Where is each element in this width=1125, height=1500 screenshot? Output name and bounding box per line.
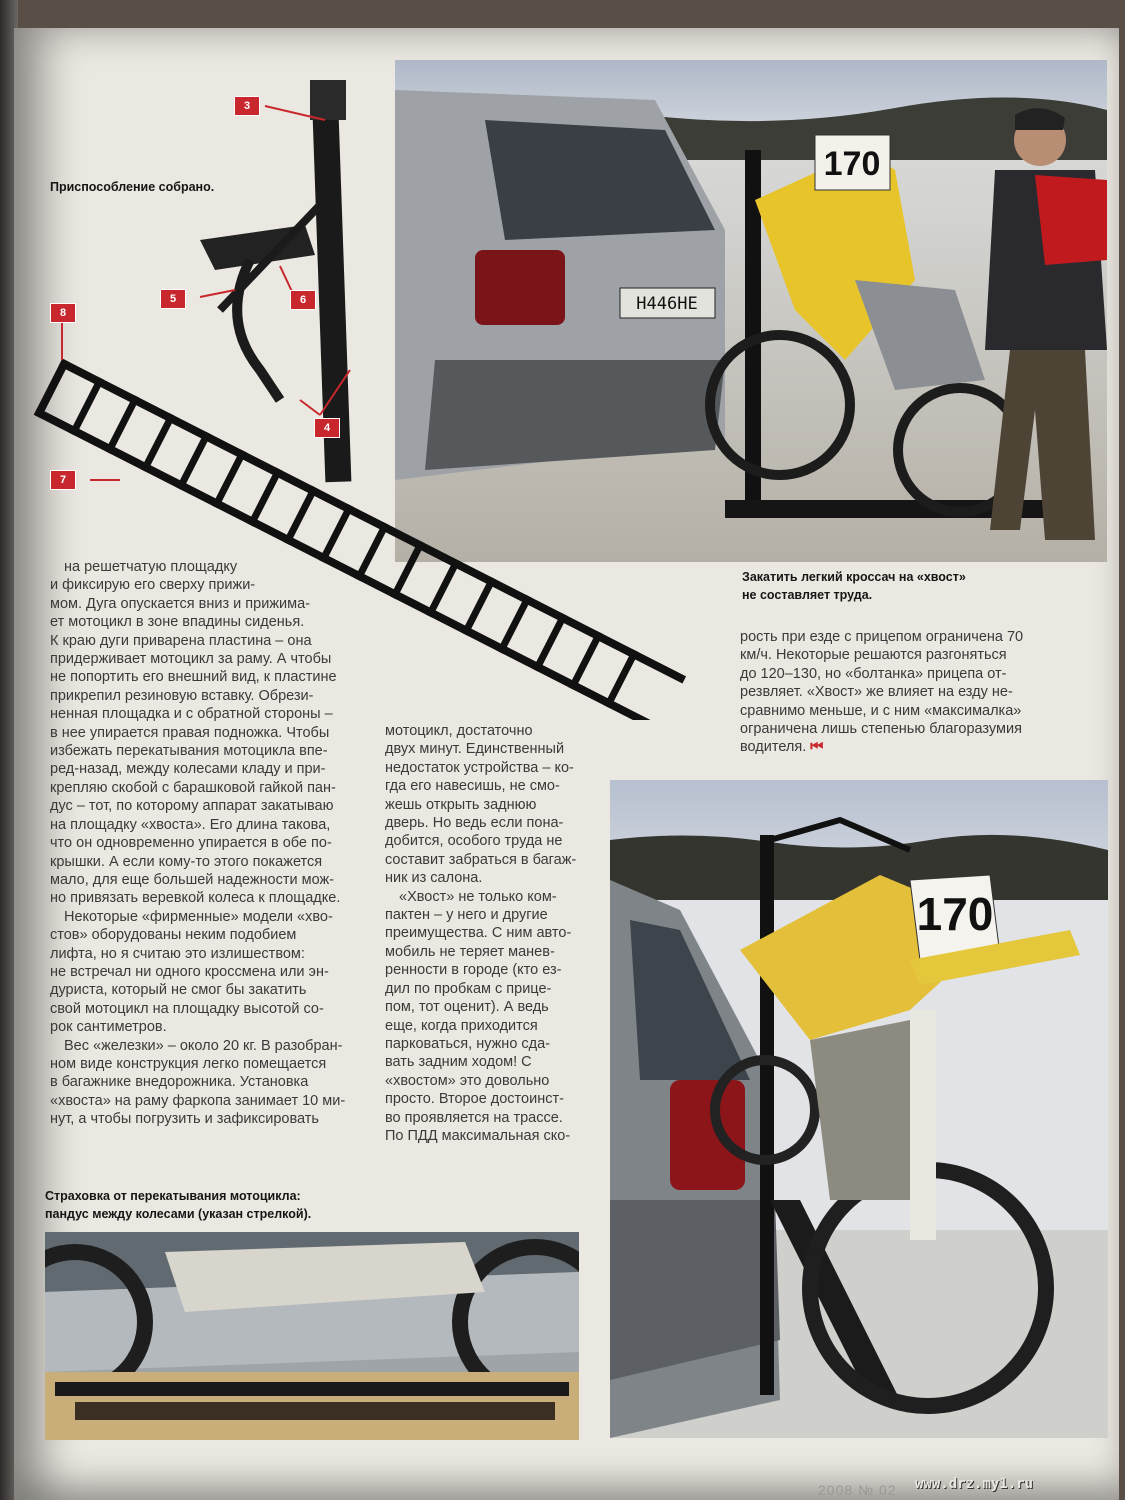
- text-line: нут, а чтобы погрузить и зафиксировать: [50, 1111, 319, 1128]
- text-line: мобиль не теряет манев-: [385, 943, 555, 960]
- text-line: лифта, но я считаю это излишеством:: [50, 945, 305, 962]
- text-line: но привязать веревкой колеса к площадке.: [50, 890, 341, 907]
- text-line: свой мотоцикл на площадку высотой со-: [50, 1000, 324, 1017]
- text-line: ограничена лишь степенью благоразумия: [740, 721, 1022, 738]
- text-line: парковаться, нужно сда-: [385, 1035, 551, 1052]
- marker-6: 6: [290, 290, 316, 310]
- text-line: пактен – у него и другие: [385, 907, 548, 924]
- text-line: придерживает мотоцикл за раму. А чтобы: [50, 651, 332, 668]
- text-line: добится, особого труда не: [385, 833, 563, 850]
- text-line: прикрепил резиновую вставку. Обрези-: [50, 687, 314, 704]
- text-line: избежать перекатывания мотоцикла впе-: [50, 743, 328, 760]
- text-line: дверь. Но ведь если пона-: [385, 815, 564, 832]
- text-line: вать задним ходом! С: [385, 1054, 532, 1071]
- text-line: «Хвост» не только ком-: [399, 888, 557, 905]
- marker-3: 3: [234, 96, 260, 116]
- text-line: дус – тот, по которому аппарат закатываю: [50, 798, 334, 815]
- text-line: мотоцикл, достаточно: [385, 723, 533, 739]
- text-line: Вес «железки» – около 20 кг. В разобран-: [64, 1037, 343, 1054]
- text-line: не встречал ни одного кроссмена или эн-: [50, 963, 329, 980]
- text-line: на площадку «хвоста». Его длина такова,: [50, 816, 331, 833]
- text-line: до 120–130, но «болтанка» прицепа от-: [740, 665, 1007, 682]
- text-line: мало, для еще большей надежности мож-: [50, 871, 335, 888]
- text-line: ред-назад, между колесами кладу и при-: [50, 761, 326, 778]
- text-line: рость при езде с прицепом ограничена 70: [740, 629, 1024, 645]
- text-line: К краю дуги приварена пластина – она: [50, 632, 312, 649]
- text-line: ник из салона.: [385, 870, 483, 887]
- text-line: «хвоста» на раму фаркопа занимает 10 ми-: [50, 1092, 346, 1109]
- marker-8: 8: [50, 303, 76, 323]
- text-line: мом. Дуга опускается вниз и прижима-: [50, 595, 310, 612]
- caption-roll-on: [742, 568, 966, 604]
- text-column-3: [740, 628, 1088, 757]
- text-line: во проявляется на трассе.: [385, 1109, 563, 1126]
- number-plate-text: 170: [823, 145, 881, 183]
- text-column-2: [385, 722, 595, 1145]
- text-line: водителя. ⏮: [740, 739, 824, 756]
- text-line: Некоторые «фирменные» модели «хво-: [64, 908, 333, 925]
- text-line: дил по пробкам с прице-: [385, 980, 552, 997]
- text-line: рок сантиметров.: [50, 1019, 167, 1036]
- text-line: ном виде конструкция легко помещается: [50, 1055, 327, 1072]
- text-line: на решетчатую площадку: [64, 559, 238, 575]
- text-line: резвляет. «Хвост» же влияет на езду не-: [740, 684, 1013, 701]
- text-line: что он одновременно упирается в обе по-: [50, 835, 332, 852]
- footer-issue-number: 2008 № 02: [818, 1482, 897, 1498]
- text-line: стов» оборудованы неким подобием: [50, 927, 297, 944]
- caption-roll-title: Закатить легкий кроссач на «хвост»: [742, 570, 966, 584]
- text-line: еще, когда приходится: [385, 1017, 538, 1034]
- watermark-url: www.drz.my1.ru: [915, 1476, 1034, 1492]
- text-line: крышки. А если кому-то этого покажется: [50, 853, 323, 870]
- text-line: ненная площадка и с обратной стороны –: [50, 706, 333, 723]
- text-line: составит забраться в багаж-: [385, 851, 577, 868]
- text-line: преимущества. С ним авто-: [385, 925, 572, 942]
- text-line: не попортить его внешний вид, к пластине: [50, 669, 337, 686]
- text-column-1: [50, 558, 358, 1129]
- marker-4: 4: [314, 418, 340, 438]
- photo-bike-on-carrier: [610, 780, 1108, 1438]
- photo-ramp-between-wheels: [45, 1232, 579, 1440]
- text-line: в нее упирается правая подножка. Чтобы: [50, 724, 330, 741]
- text-line: двух минут. Единственный: [385, 741, 565, 758]
- bike-number-text: 170: [916, 888, 994, 940]
- text-line: просто. Второе достоинст-: [385, 1091, 564, 1108]
- caption-safety-line1: Страховка от перекатывания мотоцикла:: [45, 1189, 301, 1203]
- marker-5: 5: [160, 289, 186, 309]
- caption-safety: [45, 1187, 311, 1223]
- text-line: сравнимо меньше, и с ним «максималка»: [740, 702, 1022, 719]
- text-line: ет мотоцикл в зоне впадины сиденья.: [50, 614, 305, 631]
- text-line: ренности в городе (кто ез-: [385, 962, 562, 979]
- text-line: дуриста, который не смог бы закатить: [50, 982, 307, 999]
- text-line: «хвостом» это довольно: [385, 1072, 550, 1089]
- text-line: недостаток устройства – ко-: [385, 759, 574, 776]
- caption-assembled: Приспособление собрано.: [50, 180, 215, 194]
- text-line: гда его навесишь, не смо-: [385, 778, 560, 795]
- caption-roll-sub: не составляет труда.: [742, 588, 873, 602]
- end-of-article-icon: ⏮: [806, 739, 824, 756]
- text-line: и фиксирую его сверху прижи-: [50, 577, 256, 594]
- text-line: По ПДД максимальная ско-: [385, 1127, 571, 1144]
- text-line: пом, тот оценит). А ведь: [385, 999, 549, 1016]
- text-line: жешь открыть заднюю: [385, 796, 537, 813]
- marker-7: 7: [50, 470, 76, 490]
- caption-safety-line2: пандус между колесами (указан стрелкой).: [45, 1207, 312, 1221]
- text-line: км/ч. Некоторые решаются разгоняться: [740, 647, 1007, 664]
- text-line: крепляю скобой с барашковой гайкой пан-: [50, 779, 336, 796]
- text-line: в багажнике внедорожника. Установка: [50, 1074, 309, 1091]
- license-plate-text: Н446НЕ: [636, 294, 698, 314]
